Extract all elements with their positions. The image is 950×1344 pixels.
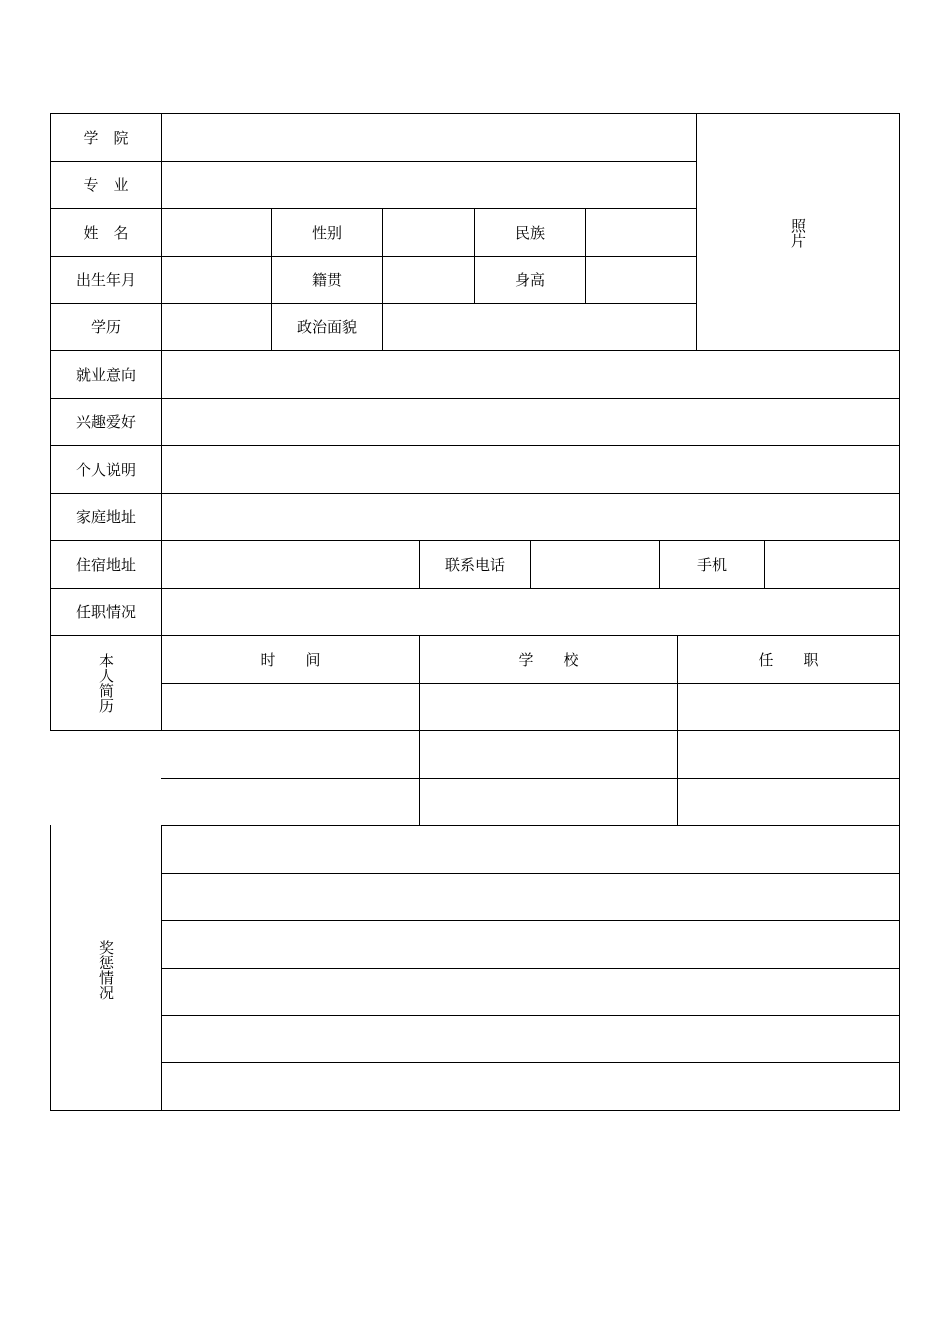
resume-school-header: 学 校 xyxy=(518,650,579,669)
mobile-label: 手机 xyxy=(696,555,727,574)
education-field[interactable] xyxy=(162,304,271,350)
career-intent-field[interactable] xyxy=(162,351,899,398)
career-intent-label: 就业意向 xyxy=(75,365,136,384)
resume-post-header: 任 职 xyxy=(758,650,819,669)
resume-post-field[interactable] xyxy=(678,779,899,825)
name-field[interactable] xyxy=(162,209,271,256)
personal-statement-field[interactable] xyxy=(162,446,899,493)
gender-field[interactable] xyxy=(383,209,474,256)
hobbies-label: 兴趣爱好 xyxy=(75,413,136,431)
dorm-address-field[interactable] xyxy=(162,541,419,588)
personal-statement-label: 个人说明 xyxy=(75,460,136,479)
awards-field[interactable] xyxy=(162,826,899,873)
phone-field[interactable] xyxy=(531,541,659,588)
ethnicity-label: 民族 xyxy=(514,223,545,242)
height-label: 身高 xyxy=(514,271,545,289)
home-address-field[interactable] xyxy=(162,494,899,540)
birth-date-field[interactable] xyxy=(162,257,271,303)
table-border-bottom xyxy=(50,1110,900,1111)
awards-field[interactable] xyxy=(162,1063,899,1110)
major-field[interactable] xyxy=(162,162,696,208)
awards-field[interactable] xyxy=(162,969,899,1015)
resume-time-field[interactable] xyxy=(162,731,419,778)
resume-time-header: 时 间 xyxy=(260,650,321,669)
home-address-label: 家庭地址 xyxy=(75,508,136,526)
birth-date-label: 出生年月 xyxy=(75,271,136,289)
resume-label: 本人简历 xyxy=(97,653,115,713)
college-label: 学 院 xyxy=(83,128,129,147)
table-border-right xyxy=(899,113,900,1111)
native-place-field[interactable] xyxy=(383,257,474,303)
positions-field[interactable] xyxy=(162,589,899,635)
education-label: 学历 xyxy=(90,318,121,336)
name-label: 姓 名 xyxy=(83,223,129,242)
mobile-field[interactable] xyxy=(765,541,899,588)
political-status-field[interactable] xyxy=(383,304,696,350)
major-label: 专 业 xyxy=(83,176,129,194)
resume-school-field[interactable] xyxy=(420,731,677,778)
resume-time-field[interactable] xyxy=(162,684,419,730)
positions-label: 任职情况 xyxy=(75,603,136,621)
awards-label: 奖惩情况 xyxy=(97,940,115,1000)
ethnicity-field[interactable] xyxy=(586,209,696,256)
awards-field[interactable] xyxy=(162,921,899,968)
gender-label: 性别 xyxy=(311,223,342,242)
political-status-label: 政治面貌 xyxy=(296,318,357,336)
photo-box[interactable] xyxy=(697,114,899,350)
dorm-address-label: 住宿地址 xyxy=(75,555,136,574)
photo-label: 照片 xyxy=(789,218,807,248)
resume-post-field[interactable] xyxy=(678,731,899,778)
phone-label: 联系电话 xyxy=(444,555,505,574)
native-place-label: 籍贯 xyxy=(311,271,342,289)
college-field[interactable] xyxy=(162,114,696,161)
resume-post-field[interactable] xyxy=(678,684,899,730)
awards-field[interactable] xyxy=(162,874,899,920)
resume-school-field[interactable] xyxy=(420,779,677,825)
resume-time-field[interactable] xyxy=(162,779,419,825)
height-field[interactable] xyxy=(586,257,696,303)
hobbies-field[interactable] xyxy=(162,399,899,445)
awards-field[interactable] xyxy=(162,1016,899,1062)
resume-school-field[interactable] xyxy=(420,684,677,730)
